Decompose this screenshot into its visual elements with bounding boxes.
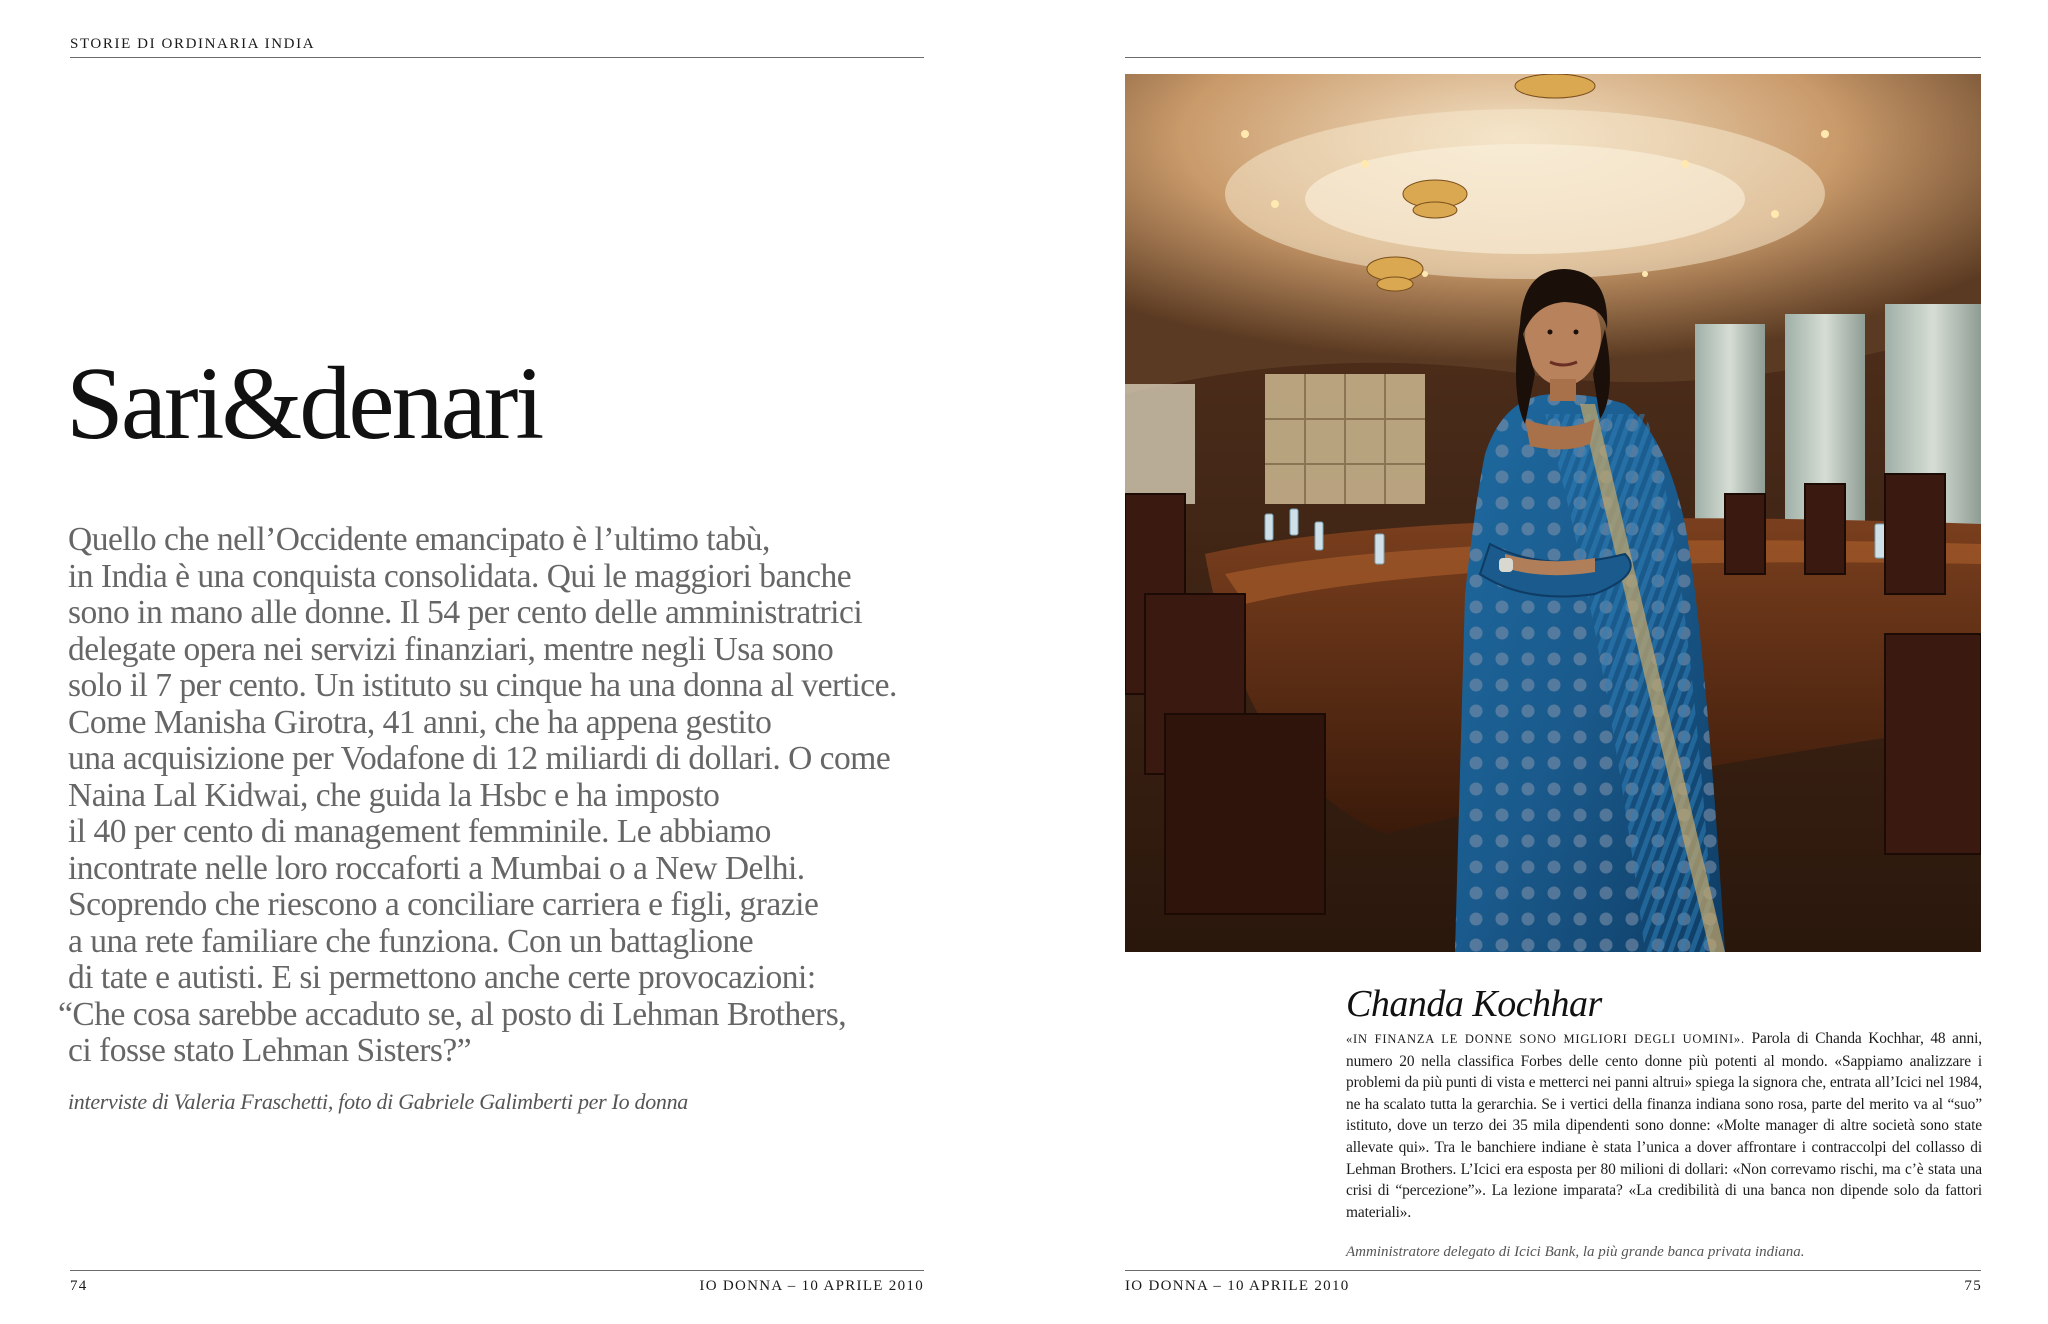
standfirst-line: sono in mano alle donne. Il 54 per cento delle amministratrici bbox=[68, 594, 863, 631]
photo-credits: interviste di Valeria Fraschetti, foto di Gabriele Galimberti per Io donna bbox=[68, 1089, 689, 1114]
caption-subtitle: Amministratore delegato di Icici Bank, la più grande banca privata indiana. bbox=[1346, 1244, 1805, 1260]
caption-name: Chanda Kochhar bbox=[1346, 983, 1602, 1025]
caption-body bbox=[1346, 1028, 1982, 1223]
standfirst-line: ci fosse stato Lehman Sisters?” bbox=[68, 1032, 472, 1069]
top-rule bbox=[70, 57, 924, 58]
standfirst-line: in India è una conquista consolidata. Qui le maggiori banche bbox=[68, 557, 852, 595]
section-label: STORIE DI ORDINARIA INDIA bbox=[70, 36, 316, 52]
standfirst-line: di tate e autisti. E si permettono anche certe provocazioni: bbox=[68, 959, 816, 996]
bottom-rule-right bbox=[1125, 1270, 1981, 1271]
top-rule-right bbox=[1125, 57, 1981, 58]
caption-text: Parola di Chanda Kochhar, 48 anni, numero 20 nella classifica Forbes delle cento donne più potenti al mondo. «Sappiamo analizzare i problemi da più punti di vista e metterci nei panni altrui» spiega la signora che, entrata all’Icici nel 1984, ne ha scalato tutta la gerarchia. Se i vertici della finanza indiana sono rosa, parte del merito va al “suo” istituto, dove un terzo dei 35 mila dipendenti sono donne: «Molte manager di altre società sono state allevate qui». Tra le banchiere indiane è stata l’unica a dover affrontare i contraccolpi del collasso di Lehman Brothers. L’Icici era esposta per 80 milioni di dollari: «Non correvamo rischi, ma c’è stata una crisi di “percezione”». La lezione imparata? «La credibilità di una banca non dipende solo da fattori materiali». bbox=[1346, 1030, 1982, 1221]
page-number-right: 75 bbox=[1964, 1278, 1982, 1294]
standfirst-line: il 40 per cento di management femminile. Le abbiamo bbox=[68, 813, 771, 850]
standfirst-line: delegate opera nei servizi finanziari, mentre negli Usa sono bbox=[68, 630, 834, 668]
portrait-photo bbox=[1125, 74, 1981, 952]
standfirst bbox=[58, 521, 948, 1070]
standfirst-line: a una rete familiare che funziona. Con un battaglione bbox=[68, 922, 754, 960]
standfirst-line: Naina Lal Kidwai, che guida la Hsbc e ha imposto bbox=[68, 776, 720, 814]
right-page bbox=[1024, 0, 2048, 1324]
footer-right: IO DONNA – 10 APRILE 2010 bbox=[1125, 1278, 1350, 1294]
standfirst-line: Quello che nell’Occidente emancipato è l’ultimo tabù, bbox=[68, 521, 770, 558]
standfirst-line: Come Manisha Girotra, 41 anni, che ha appena gestito bbox=[68, 703, 772, 741]
boardroom-illustration bbox=[1125, 74, 1981, 952]
page-number-left: 74 bbox=[70, 1278, 88, 1294]
headline: Sari&denari bbox=[66, 346, 542, 461]
standfirst-line: “Che cosa sarebbe accaduto se, al posto di Lehman Brothers, bbox=[58, 995, 847, 1033]
standfirst-line: una acquisizione per Vodafone di 12 miliardi di dollari. O come bbox=[68, 740, 891, 777]
caption-lead: «IN FINANZA LE DONNE SONO MIGLIORI DEGLI UOMINI». bbox=[1346, 1032, 1745, 1046]
standfirst-line: solo il 7 per cento. Un istituto su cinque ha una donna al vertice. bbox=[68, 667, 897, 704]
bottom-rule bbox=[70, 1270, 924, 1271]
standfirst-line: Scoprendo che riescono a conciliare carriera e figli, grazie bbox=[68, 886, 819, 923]
footer-left: IO DONNA – 10 APRILE 2010 bbox=[699, 1278, 924, 1294]
standfirst-line: incontrate nelle loro roccaforti a Mumbai o a New Delhi. bbox=[68, 849, 805, 887]
